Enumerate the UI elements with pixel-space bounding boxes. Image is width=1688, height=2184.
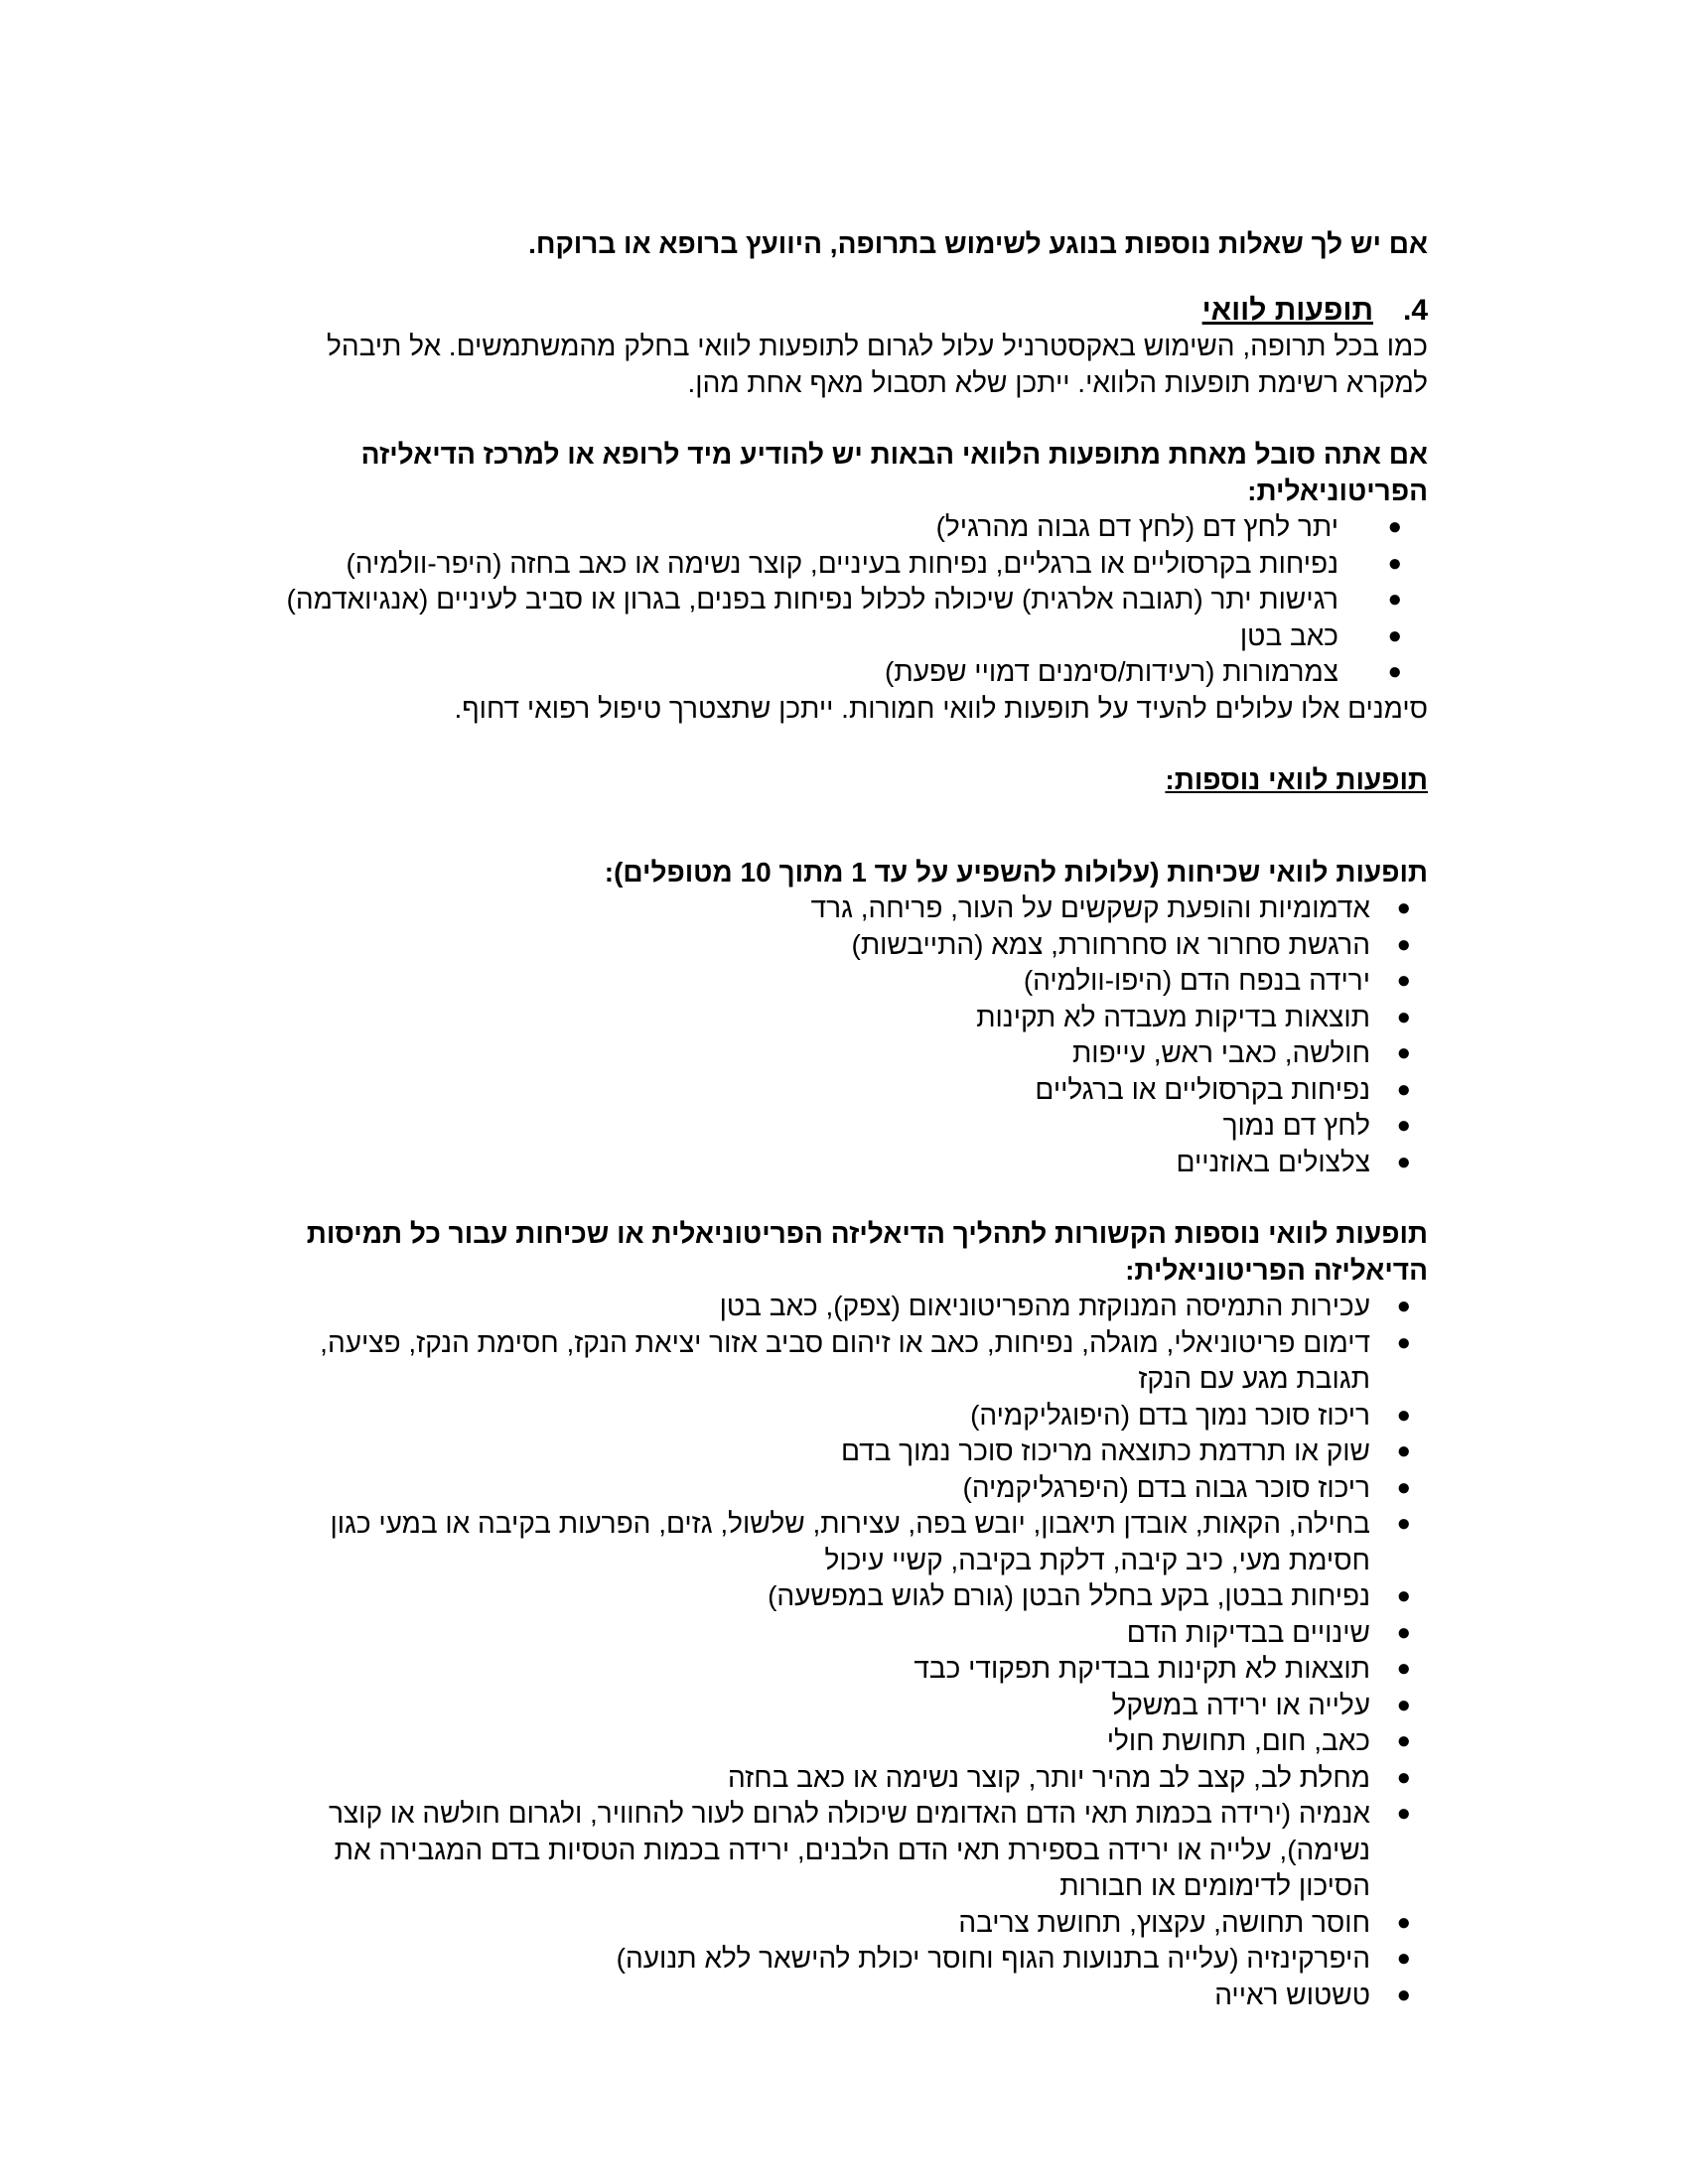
bullet-icon: ● <box>1396 1980 1411 2008</box>
dialysis-heading: תופעות לוואי נוספות הקשורות לתהליך הדיאליזה הפריטוניאלית או שכיחות עבור כל תמיסות הדיאליזה הפריטוניאלית: <box>306 1218 1428 1286</box>
section-intro: כמו בכל תרופה, השימוש באקסטרניל עלול לגרום לתופעות לוואי בחלק מהמשתמשים. אל תיבהל למקרא רשימת תופעות הלוואי. ייתכן שלא תסבול מאף אחת מהן. <box>327 331 1428 398</box>
common-list <box>286 890 1411 1180</box>
bullet-icon: ● <box>1396 1075 1411 1103</box>
urgent-note: סימנים אלו עלולים להעיד על תופעות לוואי חמורות. ייתכן שתצטרך טיפול רפואי דחוף. <box>454 692 1428 724</box>
intro-question: אם יש לך שאלות נוספות בנוגע לשימוש בתרופה, היוועץ ברופא או ברוקח. <box>528 228 1428 259</box>
list-item: ● כאב בטן <box>286 618 1410 655</box>
common-heading: תופעות לוואי שכיחות (עלולות להשפיע על עד 1 מתוך 10 מטופלים): <box>604 856 1428 887</box>
list-item: ● טשטוש ראייה <box>286 1978 1388 2014</box>
list-item: ● נפיחות בקרסוליים או ברגליים, נפיחות בעיניים, קוצר נשימה או כאב בחזה (היפר-וולמיה) <box>286 546 1410 583</box>
bullet-icon: ● <box>1396 1510 1411 1537</box>
bullet-icon: ● <box>1396 1473 1411 1501</box>
list-item: ● דימום פריטוניאלי, מוגלה, נפיחות, כאב או זיהום סביב אזור יציאת הנקז, חסימת הנקז, פציעה, תגובת מגע עם הנקז <box>320 1326 1411 1394</box>
bullet-icon: ● <box>1396 930 1411 958</box>
list-item: ● מחלת לב, קצב לב מהיר יותר, קוצר נשימה או כאב בחזה <box>286 1760 1388 1797</box>
bullet-icon: ● <box>1387 621 1402 649</box>
list-item: ● חוסר תחושה, עקצוץ, תחושת צריבה <box>286 1905 1388 1942</box>
list-item: ● חולשה, כאבי ראש, עייפות <box>286 1035 1388 1072</box>
list-item: ● ריכוז סוכר נמוך בדם (היפוגליקמיה) <box>286 1398 1388 1434</box>
list-item: ● צמרמורות (רעידות/סימנים דמויי שפעת) <box>286 654 1410 691</box>
bullet-icon: ● <box>1396 1618 1411 1646</box>
bullet-icon: ● <box>1396 1401 1411 1429</box>
bullet-icon: ● <box>1396 1763 1411 1791</box>
list-item: ● רגישות יתר (תגובה אלרגית) שיכולה לכלול נפיחות בפנים, בגרון או סביב לעיניים (אנגיואדמה) <box>286 582 1410 618</box>
dialysis-list <box>286 1289 1411 2013</box>
bullet-icon: ● <box>1396 1003 1411 1030</box>
list-item: ● אדמומיות והופעת קשקשים על העור, פריחה, גרד <box>286 890 1388 927</box>
bullet-icon: ● <box>1396 1691 1411 1718</box>
bullet-icon: ● <box>1387 549 1402 577</box>
urgent-heading: אם אתה סובל מאחת מתופעות הלוואי הבאות יש להודיע מיד לרופא או למרכז הדיאליזה הפריטוניאלית: <box>360 439 1428 506</box>
list-item: ● בחילה, הקאות, אובדן תיאבון, יובש בפה, עצירות, שלשול, גזים, הפרעות בקיבה או במעי כגון חסימת מעי, כיב קיבה, דלקת בקיבה, קשיי עיכול <box>330 1508 1411 1575</box>
bullet-icon: ● <box>1396 1112 1411 1139</box>
bullet-icon: ● <box>1396 1582 1411 1609</box>
bullet-icon: ● <box>1396 967 1411 994</box>
bullet-icon: ● <box>1396 1437 1411 1464</box>
bullet-icon: ● <box>1396 1908 1411 1936</box>
additional-heading: תופעות לוואי נוספות: <box>1165 764 1428 795</box>
bullet-icon: ● <box>1396 1655 1411 1682</box>
bullet-icon: ● <box>1396 1945 1411 1972</box>
bullet-icon: ● <box>1387 658 1402 685</box>
list-item: ● היפרקינזיה (עלייה בתנועות הגוף וחוסר יכולת להישאר ללא תנועה) <box>286 1941 1388 1978</box>
bullet-icon: ● <box>1387 586 1402 613</box>
list-item: ● שוק או תרדמת כתוצאה מריכוז סוכר נמוך בדם <box>286 1433 1388 1470</box>
leaflet-content <box>286 226 1428 2013</box>
bullet-icon: ● <box>1396 1727 1411 1754</box>
list-item: ● עלייה או ירידה במשקל <box>286 1688 1388 1724</box>
list-item: ● עכירות התמיסה המנוקזת מהפריטוניאום (צפק), כאב בטן <box>286 1289 1388 1325</box>
section-number: 4. <box>1402 293 1428 327</box>
list-item: ● ריכוז סוכר גבוה בדם (היפרגליקמיה) <box>286 1470 1388 1507</box>
list-item: ● נפיחות בבטן, בקע בחלל הבטן (גורם לגוש במפשעה) <box>286 1578 1388 1615</box>
bullet-icon: ● <box>1396 894 1411 921</box>
list-item: ● צלצולים באוזניים <box>286 1145 1388 1181</box>
list-item: ● כאב, חום, תחושת חולי <box>286 1723 1388 1760</box>
bullet-icon: ● <box>1396 1293 1411 1319</box>
list-item: ● יתר לחץ דם (לחץ דם גבוה מהרגיל) <box>286 509 1410 546</box>
bullet-icon: ● <box>1396 1039 1411 1066</box>
list-item: ● לחץ דם נמוך <box>286 1108 1388 1145</box>
section-title: תופעות לוואי <box>1201 293 1373 327</box>
list-item: ● הרגשת סחרור או סחרחורת, צמא (התייבשות) <box>286 927 1388 964</box>
list-item: ● תוצאות לא תקינות בבדיקת תפקודי כבד <box>286 1651 1388 1688</box>
list-item: ● תוצאות בדיקות מעבדה לא תקינות <box>286 1000 1388 1036</box>
list-item: ● שינויים בבדיקות הדם <box>286 1615 1388 1652</box>
section-heading <box>286 293 1428 330</box>
list-item: ● נפיחות בקרסוליים או ברגליים <box>286 1072 1388 1109</box>
bullet-icon: ● <box>1396 1328 1411 1356</box>
list-item: ● ירידה בנפח הדם (היפו-וולמיה) <box>286 963 1388 1000</box>
bullet-icon: ● <box>1396 1148 1411 1175</box>
bullet-icon: ● <box>1387 513 1402 540</box>
urgent-list <box>286 509 1428 691</box>
bullet-icon: ● <box>1396 1800 1411 1827</box>
list-item: ● אנמיה (ירידה בכמות תאי הדם האדומים שיכולה לגרום לעור להחוויר, ולגרום חולשה או קוצר נשימה), עלייה או ירידה בספירת תאי הדם הלבנים, ירידה בכמות הטסיות בדם המגבירה את הסיכון לדימומים או חבורות <box>328 1798 1411 1901</box>
